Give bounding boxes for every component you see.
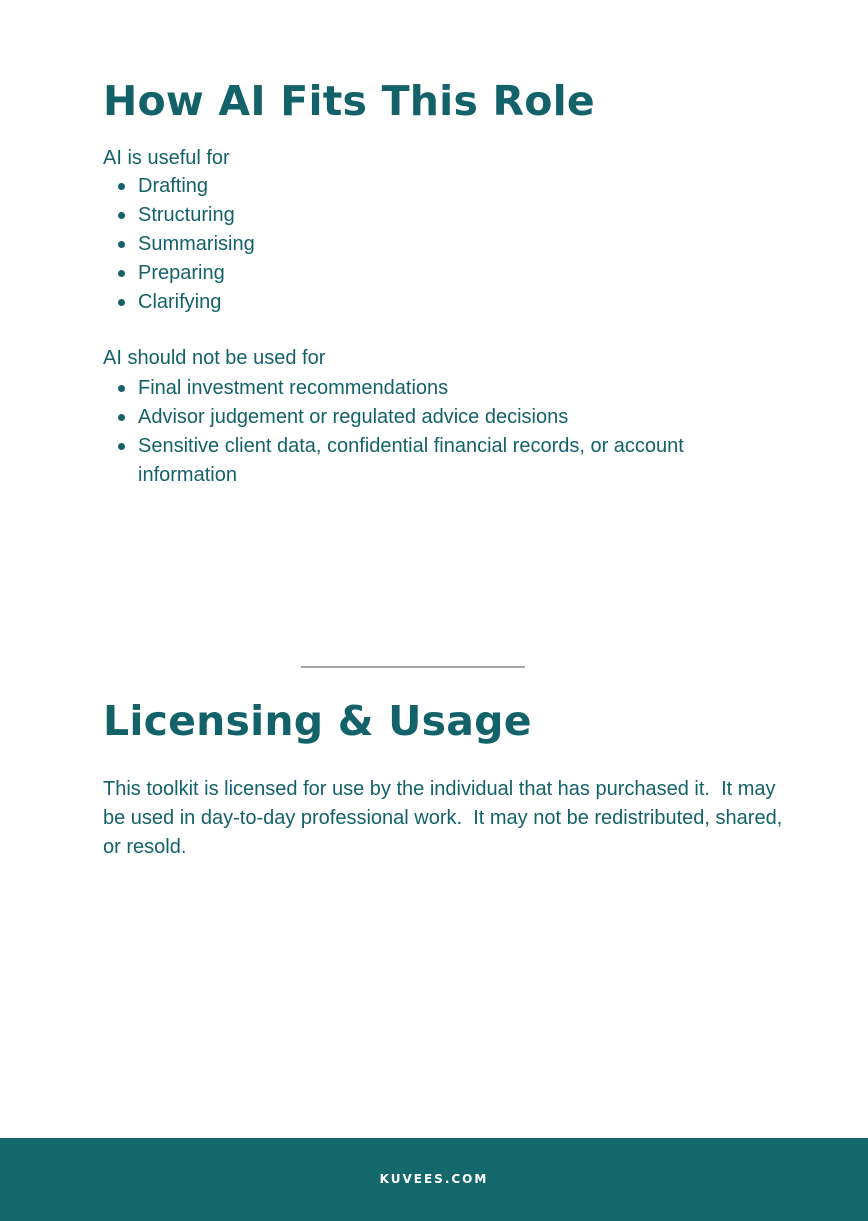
section-title-ai-fit: How AI Fits This Role — [103, 77, 595, 125]
list-item — [103, 432, 763, 490]
list-item — [103, 201, 763, 230]
bullet-icon — [118, 443, 125, 450]
list-item-text: Summarising — [138, 233, 255, 255]
bullet-icon — [118, 299, 125, 306]
licensing-body: This toolkit is licensed for use by the individual that has purchased it. It may be used in day-to-day professional work. It may not be redistributed, shared, or resold. — [103, 778, 788, 858]
section-title-licensing: Licensing & Usage — [103, 697, 532, 745]
list-item-text: Clarifying — [138, 291, 222, 313]
not-used-intro: AI should not be used for — [103, 347, 326, 369]
bullet-icon — [118, 241, 125, 248]
bullet-icon — [118, 414, 125, 421]
list-item — [103, 288, 763, 317]
list-item-text: Final investment recommendations — [138, 377, 449, 399]
not-used-list — [103, 374, 763, 490]
useful-intro: AI is useful for — [103, 147, 230, 169]
bullet-icon — [118, 385, 125, 392]
bullet-icon — [118, 212, 125, 219]
list-item — [103, 230, 763, 259]
list-item-text: Sensitive client data, confidential financial records, or account information — [138, 435, 684, 486]
list-item-text: Preparing — [138, 262, 225, 284]
list-item — [103, 403, 763, 432]
useful-list — [103, 172, 763, 317]
footer-site-link[interactable]: KUVEES.COM — [379, 1172, 489, 1186]
list-item-text: Drafting — [138, 175, 209, 197]
list-item — [103, 172, 763, 201]
section-divider — [301, 666, 525, 668]
bullet-icon — [118, 183, 125, 190]
bullet-icon — [118, 270, 125, 277]
list-item-text: Advisor judgement or regulated advice decisions — [138, 406, 569, 428]
footer-bar — [0, 1138, 868, 1221]
list-item — [103, 259, 763, 288]
list-item-text: Structuring — [138, 204, 235, 226]
list-item — [103, 374, 763, 403]
